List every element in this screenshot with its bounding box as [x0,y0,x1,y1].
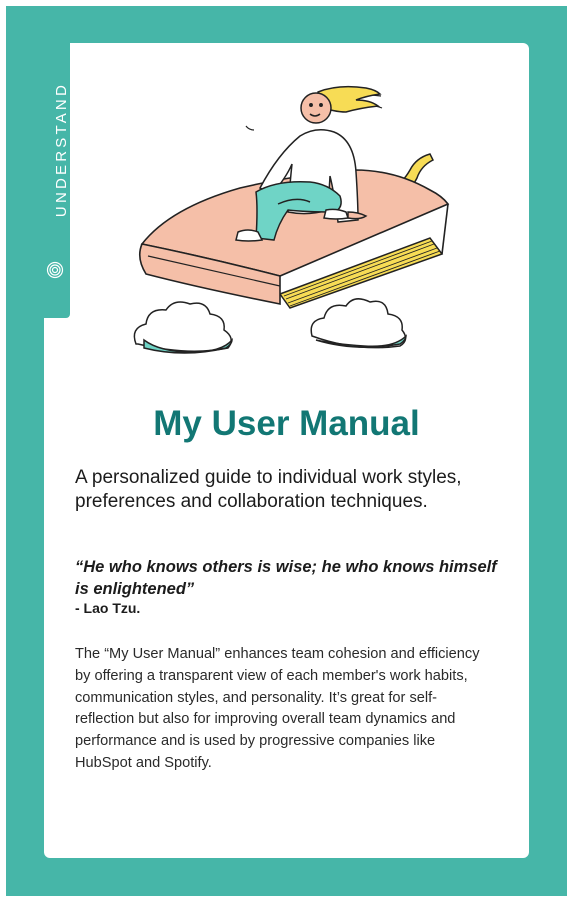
spiral-icon [46,261,64,279]
card-subtitle: A personalized guide to individual work styles, preferences and collaboration techniques. [75,467,462,512]
quote-text: “He who knows others is wise; he who knows himself is enlightened” [75,558,497,598]
card-title: My User Manual [153,404,420,443]
cloud-left [134,302,232,353]
cloud-right [311,299,406,348]
card-description: The “My User Manual” enhances team cohesion and efficiency by offering a transparent view of each member's work habits, communication styles, and personality. It’s great for self-reflection but also for improving overall team dynamics and performance and is used by progressive companies like HubSpot and Spotify. [75,646,480,771]
category-label: UNDERSTAND [53,82,70,218]
quote-author: - Lao Tzu. [75,600,141,616]
flying-book-illustration [130,78,460,368]
